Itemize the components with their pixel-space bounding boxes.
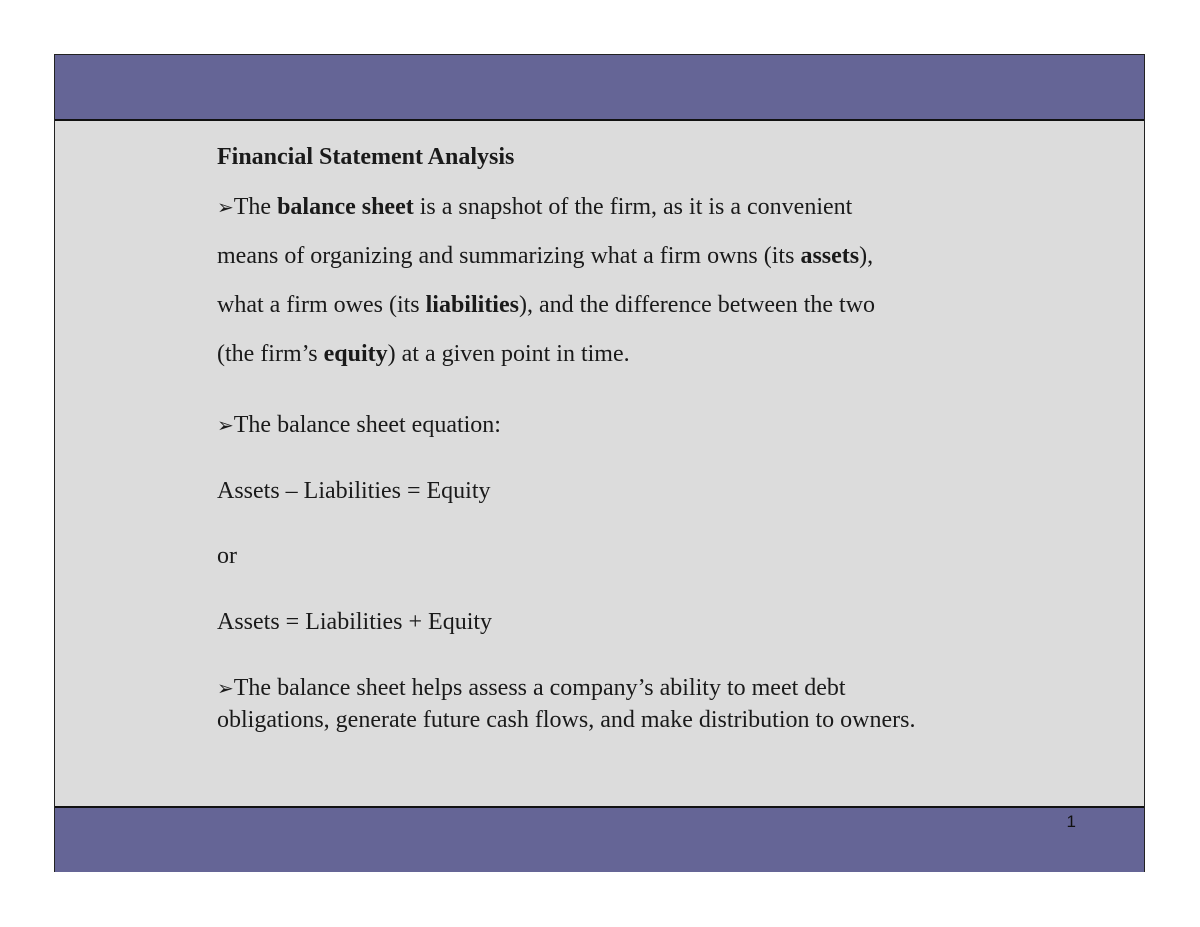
paragraph-line: what a firm owes (its liabilities), and the difference between the two — [217, 292, 876, 318]
paragraph-line: (the firm’s equity) at a given point in time. — [217, 341, 630, 367]
paragraph-line: obligations, generate future cash flows, and make distribution to owners. — [217, 707, 916, 733]
paragraph-line: ➢The balance sheet is a snapshot of the firm, as it is a convenient — [217, 194, 853, 220]
header-band — [55, 55, 1144, 121]
slide — [54, 54, 1145, 872]
arrow-bullet-icon: ➢ — [217, 195, 234, 219]
term-balance-sheet: balance sheet — [277, 194, 414, 220]
slide-title: Financial Statement Analysis — [217, 144, 515, 170]
page-number: 1 — [1066, 812, 1076, 831]
footer-band — [55, 806, 1144, 872]
equation-2: Assets = Liabilities + Equity — [217, 609, 493, 635]
paragraph-line: means of organizing and summarizing what a firm owns (its assets), — [217, 243, 874, 269]
term-liabilities: liabilities — [425, 292, 519, 318]
equation-1: Assets – Liabilities = Equity — [217, 478, 491, 504]
arrow-bullet-icon: ➢ — [217, 676, 234, 700]
paragraph-line: ➢The balance sheet equation: — [217, 412, 501, 438]
or-text: or — [217, 543, 237, 569]
term-equity: equity — [323, 341, 388, 367]
arrow-bullet-icon: ➢ — [217, 413, 234, 437]
term-assets: assets — [800, 243, 860, 269]
paragraph-line: ➢The balance sheet helps assess a company’s ability to meet debt — [217, 675, 846, 701]
